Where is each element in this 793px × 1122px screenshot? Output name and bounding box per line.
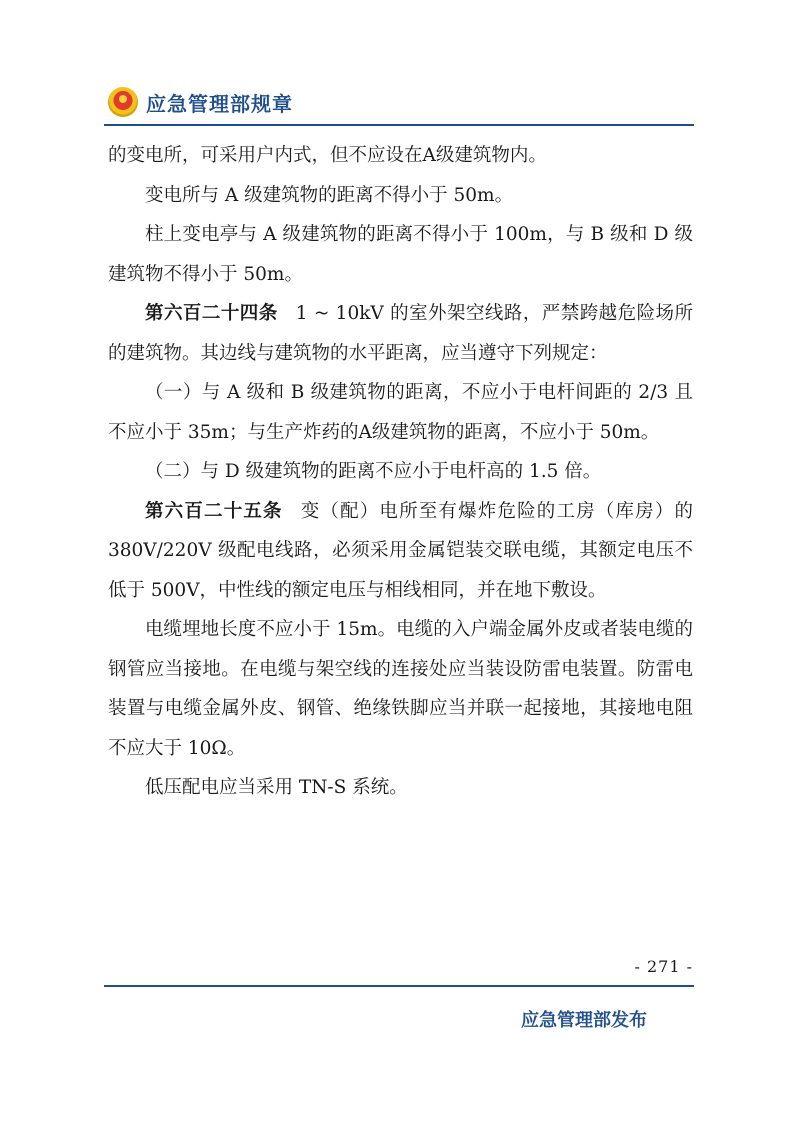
article-number: 第六百二十四条 [145,303,278,324]
paragraph: 柱上变电亭与 A 级建筑物的距离不得小于 100m，与 B 级和 D 级建筑物不得小于 50m。 [108,224,693,285]
page-number: - 271 - [634,957,693,976]
paragraph: 低压配电应当采用 TN-S 系统。 [145,777,408,798]
article-paragraph [108,294,693,373]
paragraph: （一）与 A 级和 B 级建筑物的距离，不应小于电杆间距的 2/3 且不应小于 35m；与生产炸药的A级建筑物的距离，不应小于 50m。 [108,382,693,443]
paragraph: 变电所与 A 级建筑物的距离不得小于 50m。 [145,184,514,206]
national-emblem-icon [108,87,138,117]
article-text: 变（配）电所至有爆炸危险的工房（库房）的 380V/220V 级配电线路，必须采用金属铠装交联电缆，其额定电压不低于 500V，中性线的额定电压与相线相同，并在地下敷设。 [108,500,693,601]
document-body [108,136,693,808]
footer-publisher: 应急管理部发布 [521,1010,647,1031]
article-text: 1 ~ 10kV 的室外架空线路，严禁跨越危险场所的建筑物。其边线与建筑物的水平距离，应当遵守下列规定： [108,303,693,364]
paragraph: 电缆埋地长度不应小于 15m。电缆的入户端金属外皮或者装电缆的钢管应当接地。在电缆与架空线的连接处应当装设防雷电装置。防雷电装置与电缆金属外皮、钢管、绝缘铁脚应当并联一起接地，其接地电阻不应大于 10Ω。 [108,619,693,759]
paragraph: 的变电所，可采用户内式，但不应设在A级建筑物内。 [108,145,547,166]
header-title: 应急管理部规章 [146,91,293,116]
page-header [108,84,293,120]
article-number: 第六百二十五条 [145,500,283,522]
paragraph: （二）与 D 级建筑物的距离不应小于电杆高的 1.5 倍。 [145,461,602,482]
article-paragraph [108,492,693,611]
header-rule [104,124,694,126]
footer-rule [104,985,694,987]
